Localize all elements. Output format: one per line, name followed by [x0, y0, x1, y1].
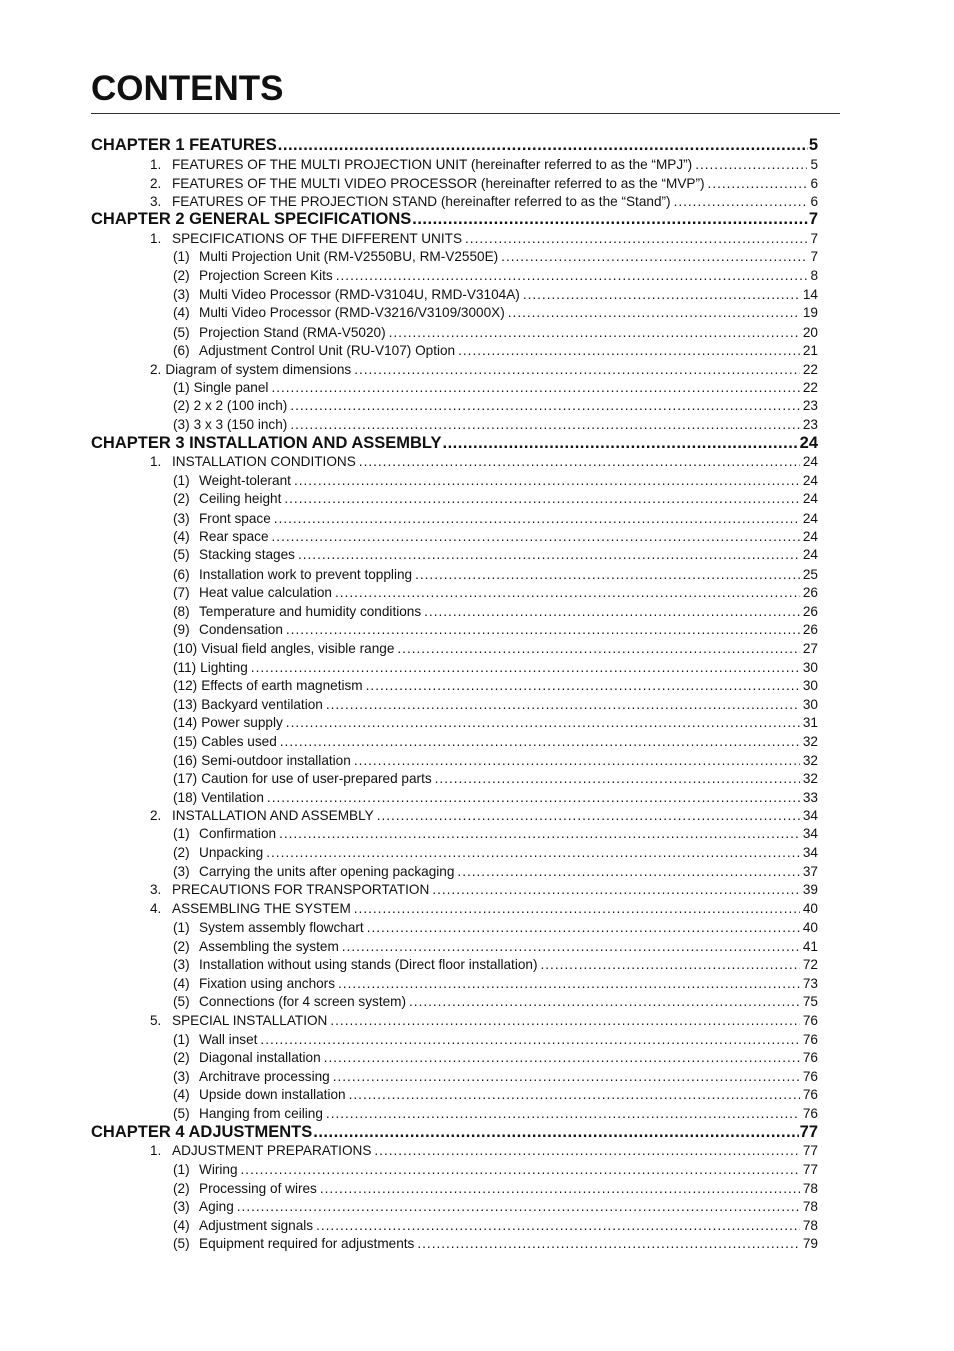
- toc-subsection[interactable]: [173, 734, 818, 752]
- toc-page-number: 7: [810, 249, 818, 264]
- toc-entry-label: System assembly flowchart: [199, 920, 364, 935]
- toc-entry-label: Single panel: [193, 380, 269, 395]
- dot-leader: [443, 434, 799, 453]
- dot-leader: [708, 176, 808, 191]
- toc-subsection[interactable]: [173, 287, 818, 305]
- toc-page-number: 72: [802, 957, 818, 972]
- toc-entry-number: (2): [173, 845, 190, 860]
- toc-subsection[interactable]: [173, 1087, 818, 1105]
- toc-entry-label: Adjustment signals: [199, 1218, 314, 1233]
- toc-entry-number: (3): [173, 287, 190, 302]
- dot-leader: [457, 864, 799, 879]
- dot-leader: [523, 287, 800, 302]
- toc-subsection[interactable]: [173, 660, 818, 678]
- toc-entry-label: Diagram of system dimensions: [165, 362, 352, 377]
- toc-subsection[interactable]: [173, 826, 818, 844]
- toc-entry-label: Condensation: [199, 622, 283, 637]
- toc-entry-label: Semi-outdoor installation: [201, 753, 351, 768]
- toc-page-number: 77: [802, 1143, 818, 1158]
- toc-entry-number: (5): [173, 547, 190, 562]
- toc-page-number: 25: [802, 567, 818, 582]
- toc-subsection[interactable]: [173, 268, 818, 286]
- toc-chapter[interactable]: [91, 210, 818, 230]
- toc-page-number: 33: [802, 790, 818, 805]
- toc-page-number: 7: [810, 231, 818, 246]
- dot-leader: [389, 325, 800, 340]
- toc-page-number: 7: [808, 210, 818, 228]
- toc-entry-number: (18): [173, 790, 198, 805]
- toc-section[interactable]: [150, 882, 818, 900]
- toc-entry-label: Temperature and humidity conditions: [199, 604, 422, 619]
- toc-subsection[interactable]: [173, 1050, 818, 1068]
- toc-page-number: 76: [802, 1032, 818, 1047]
- toc-page-number: 41: [802, 939, 818, 954]
- toc-entry-number: (2): [173, 939, 190, 954]
- toc-subsection[interactable]: [173, 976, 818, 994]
- toc-page-number: 73: [802, 976, 818, 991]
- toc-page-number: 5: [810, 157, 818, 172]
- toc-subsection[interactable]: [173, 1181, 818, 1199]
- toc-subsection[interactable]: [173, 585, 818, 603]
- dot-leader: [338, 976, 800, 991]
- dot-leader: [241, 1162, 800, 1177]
- toc-entry-number: 1.: [150, 157, 162, 172]
- dot-leader: [272, 529, 800, 544]
- dot-leader: [260, 1032, 799, 1047]
- toc-entry-number: (5): [173, 325, 190, 340]
- toc-entry-label: Ventilation: [201, 790, 264, 805]
- toc-subsection[interactable]: [173, 491, 818, 509]
- dot-leader: [316, 1218, 800, 1233]
- toc-page-number: 22: [802, 380, 818, 395]
- toc-page-number: 40: [802, 920, 818, 935]
- toc-subsection[interactable]: [173, 567, 818, 585]
- toc-entry-number: (6): [173, 567, 190, 582]
- toc-subsection[interactable]: [173, 1106, 818, 1124]
- toc-page-number: 30: [802, 678, 818, 693]
- toc-entry-label: Connections (for 4 screen system): [199, 994, 407, 1009]
- toc-page-number: 78: [802, 1181, 818, 1196]
- toc-entry-number: (1): [173, 1162, 190, 1177]
- dot-leader: [541, 957, 800, 972]
- toc-subsection[interactable]: [173, 604, 818, 622]
- toc-page-number: 37: [802, 864, 818, 879]
- toc-section[interactable]: [150, 454, 818, 472]
- title-divider: [91, 113, 840, 114]
- toc-page-number: 19: [802, 305, 818, 320]
- toc-subsection[interactable]: [173, 511, 818, 529]
- toc-page-number: 77: [799, 1123, 818, 1141]
- toc-entry-number: (3): [173, 1069, 190, 1084]
- toc-subsection[interactable]: [173, 343, 818, 361]
- toc-chapter[interactable]: [91, 136, 818, 156]
- toc-entry-label: ASSEMBLING THE SYSTEM: [172, 901, 351, 916]
- toc-page-number: 6: [810, 176, 818, 191]
- toc-entry-label: Installation work to prevent toppling: [199, 567, 413, 582]
- toc-page-number: 75: [802, 994, 818, 1009]
- toc-entry-label: Assembling the system: [199, 939, 339, 954]
- dot-leader: [251, 660, 800, 675]
- toc-entry-number: (1): [173, 249, 190, 264]
- toc-chapter[interactable]: [91, 434, 818, 454]
- toc-subsection[interactable]: [173, 641, 818, 659]
- dot-leader: [335, 585, 800, 600]
- toc-entry-label: Effects of earth magnetism: [201, 678, 363, 693]
- toc-subsection[interactable]: [173, 325, 818, 343]
- toc-entry-label: Hanging from ceiling: [199, 1106, 323, 1121]
- dot-leader: [271, 380, 799, 395]
- toc-entry-label: Stacking stages: [199, 547, 295, 562]
- dot-leader: [674, 194, 808, 209]
- toc-subsection[interactable]: [173, 1069, 818, 1087]
- toc-page-number: 34: [802, 845, 818, 860]
- toc-entry-label: Projection Stand (RMA-V5020): [199, 325, 386, 340]
- toc-subsection[interactable]: [173, 845, 818, 863]
- dot-leader: [377, 808, 800, 823]
- toc-subsection[interactable]: [173, 957, 818, 975]
- toc-entry-label: Multi Projection Unit (RM-V2550BU, RM-V2550E): [199, 249, 499, 264]
- toc-entry-label: Backyard ventilation: [201, 697, 323, 712]
- toc-entry-label: FEATURES OF THE PROJECTION STAND (hereinafter referred to as the “Stand”): [172, 194, 671, 209]
- dot-leader: [501, 249, 807, 264]
- toc-subsection[interactable]: [173, 1032, 818, 1050]
- toc-entry-number: (2): [173, 491, 190, 506]
- toc-subsection[interactable]: [173, 1236, 818, 1254]
- toc-entry-number: (1): [173, 380, 190, 395]
- toc-page-number: 24: [802, 491, 818, 506]
- toc-entry-number: (12): [173, 678, 198, 693]
- toc-entry-label: INSTALLATION CONDITIONS: [172, 454, 356, 469]
- toc-entry-label: CHAPTER 4 ADJUSTMENTS: [91, 1123, 313, 1141]
- toc-entry-number: (3): [173, 957, 190, 972]
- toc-entry-number: (13): [173, 697, 198, 712]
- toc-subsection[interactable]: [173, 864, 818, 882]
- toc-entry-label: Visual field angles, visible range: [201, 641, 395, 656]
- toc-entry-number: (7): [173, 585, 190, 600]
- toc-subsection[interactable]: [173, 622, 818, 640]
- toc-page-number: 24: [802, 454, 818, 469]
- toc-page-number: 23: [802, 398, 818, 413]
- toc-section[interactable]: [150, 1143, 818, 1161]
- dot-leader: [465, 231, 807, 246]
- toc-entry-label: Front space: [199, 511, 271, 526]
- toc-entry-label: Confirmation: [199, 826, 277, 841]
- toc-subsection[interactable]: [173, 790, 818, 808]
- toc-page-number: 76: [802, 1087, 818, 1102]
- dot-leader: [279, 826, 800, 841]
- dot-leader: [409, 994, 800, 1009]
- toc-entry-label: Architrave processing: [199, 1069, 330, 1084]
- toc-entry-label: FEATURES OF THE MULTI VIDEO PROCESSOR (hereinafter referred to as the “MVP”): [172, 176, 705, 191]
- toc-chapter[interactable]: [91, 1123, 818, 1143]
- toc-subsection[interactable]: [173, 473, 818, 491]
- toc-page-number: 30: [802, 660, 818, 675]
- toc-entry-number: (4): [173, 1218, 190, 1233]
- toc-page-number: 77: [802, 1162, 818, 1177]
- toc-section[interactable]: [173, 398, 818, 416]
- toc-entry-label: Multi Video Processor (RMD-V3104U, RMD-V3104A): [199, 287, 520, 302]
- toc-entry-label: Aging: [199, 1199, 234, 1214]
- dot-leader: [298, 547, 800, 562]
- toc-section[interactable]: [173, 417, 818, 435]
- dot-leader: [326, 1106, 800, 1121]
- toc-entry-number: (2): [173, 1181, 190, 1196]
- dot-leader: [294, 473, 800, 488]
- toc-entry-label: Heat value calculation: [199, 585, 332, 600]
- toc-page-number: 5: [808, 136, 818, 154]
- toc-entry-label: 3 x 3 (150 inch): [193, 417, 288, 432]
- toc-entry-number: (3): [173, 864, 190, 879]
- dot-leader: [333, 1069, 800, 1084]
- toc-page-number: 26: [802, 604, 818, 619]
- toc-entry-number: (4): [173, 1087, 190, 1102]
- toc-entry-label: FEATURES OF THE MULTI PROJECTION UNIT (hereinafter referred to as the “MPJ”): [172, 157, 693, 172]
- toc-entry-label: Projection Screen Kits: [199, 268, 333, 283]
- toc-subsection[interactable]: [173, 715, 818, 733]
- dot-leader: [374, 1143, 799, 1158]
- toc-entry-label: PRECAUTIONS FOR TRANSPORTATION: [172, 882, 430, 897]
- dot-leader: [324, 1050, 800, 1065]
- toc-entry-label: Lighting: [200, 660, 248, 675]
- toc-subsection[interactable]: [173, 753, 818, 771]
- toc-page-number: 24: [802, 529, 818, 544]
- toc-page-number: 8: [810, 268, 818, 283]
- toc-page-number: 39: [802, 882, 818, 897]
- toc-subsection[interactable]: [173, 529, 818, 547]
- dot-leader: [397, 641, 799, 656]
- dot-leader: [354, 362, 800, 377]
- toc-entry-label: Equipment required for adjustments: [199, 1236, 415, 1251]
- toc-entry-label: SPECIFICATIONS OF THE DIFFERENT UNITS: [172, 231, 463, 246]
- toc-entry-label: SPECIAL INSTALLATION: [172, 1013, 328, 1028]
- toc-entry-label: Diagonal installation: [199, 1050, 321, 1065]
- toc-entry-number: 2.: [150, 176, 162, 191]
- toc-entry-label: INSTALLATION AND ASSEMBLY: [172, 808, 374, 823]
- toc-entry-number: (3): [173, 1199, 190, 1214]
- toc-page-number: 23: [802, 417, 818, 432]
- toc-entry-number: 2.: [150, 362, 162, 377]
- dot-leader: [280, 734, 800, 749]
- toc-entry-label: Carrying the units after opening packaging: [199, 864, 455, 879]
- toc-page-number: 24: [802, 511, 818, 526]
- toc-subsection[interactable]: [173, 249, 818, 267]
- toc-subsection[interactable]: [173, 771, 818, 789]
- toc-entry-number: (4): [173, 529, 190, 544]
- dot-leader: [366, 678, 800, 693]
- toc-entry-label: Weight-tolerant: [199, 473, 291, 488]
- toc-entry-label: Installation without using stands (Direct floor installation): [199, 957, 538, 972]
- dot-leader: [508, 305, 800, 320]
- toc-page-number: 26: [802, 585, 818, 600]
- toc-entry-label: Unpacking: [199, 845, 264, 860]
- toc-entry-number: (9): [173, 622, 190, 637]
- toc-section[interactable]: [150, 157, 818, 175]
- toc-entry-number: (10): [173, 641, 198, 656]
- toc-section[interactable]: [150, 808, 818, 826]
- toc-entry-number: 3.: [150, 194, 162, 209]
- toc-entry-label: Rear space: [199, 529, 269, 544]
- toc-entry-number: 1.: [150, 1143, 162, 1158]
- toc-entry-label: Adjustment Control Unit (RU-V107) Option: [199, 343, 456, 358]
- dot-leader: [266, 845, 800, 860]
- toc-page-number: 31: [802, 715, 818, 730]
- dot-leader: [354, 753, 800, 768]
- toc-entry-number: (1): [173, 473, 190, 488]
- dot-leader: [415, 567, 800, 582]
- toc-entry-number: 5.: [150, 1013, 162, 1028]
- dot-leader: [290, 417, 800, 432]
- toc-entry-number: (3): [173, 511, 190, 526]
- toc-page-number: 26: [802, 622, 818, 637]
- dot-leader: [326, 697, 800, 712]
- toc-entry-number: (2): [173, 1050, 190, 1065]
- toc-entry-number: (15): [173, 734, 198, 749]
- toc-entry-number: 4.: [150, 901, 162, 916]
- toc-page-number: 24: [802, 547, 818, 562]
- toc-entry-number: (2): [173, 268, 190, 283]
- toc-entry-label: Fixation using anchors: [199, 976, 336, 991]
- dot-leader: [330, 1013, 800, 1028]
- dot-leader: [237, 1199, 800, 1214]
- toc-entry-number: 3.: [150, 882, 162, 897]
- toc-entry-label: Multi Video Processor (RMD-V3216/V3109/3000X): [199, 305, 505, 320]
- dot-leader: [336, 268, 808, 283]
- toc-entry-label: Caution for use of user-prepared parts: [201, 771, 432, 786]
- toc-entry-number: (5): [173, 1106, 190, 1121]
- toc-page-number: 32: [802, 734, 818, 749]
- toc-entry-number: (1): [173, 1032, 190, 1047]
- toc-entry-number: (3): [173, 417, 190, 432]
- toc-subsection[interactable]: [173, 920, 818, 938]
- toc-section[interactable]: [150, 362, 818, 380]
- toc-page-number: 78: [802, 1199, 818, 1214]
- toc-entry-label: Processing of wires: [199, 1181, 317, 1196]
- toc-page-number: 76: [802, 1013, 818, 1028]
- toc-page-number: 34: [802, 826, 818, 841]
- toc-entry-number: (4): [173, 976, 190, 991]
- toc-page-number: 78: [802, 1218, 818, 1233]
- toc-entry-number: 1.: [150, 231, 162, 246]
- toc-page-number: 24: [802, 473, 818, 488]
- dot-leader: [278, 136, 808, 155]
- toc-page-number: 40: [802, 901, 818, 916]
- toc-subsection[interactable]: [173, 994, 818, 1012]
- toc-section[interactable]: [150, 1013, 818, 1031]
- toc-entry-number: (17): [173, 771, 198, 786]
- toc-subsection[interactable]: [173, 697, 818, 715]
- toc-entry-number: (4): [173, 305, 190, 320]
- toc-page-number: 24: [799, 434, 818, 452]
- toc-entry-number: (6): [173, 343, 190, 358]
- toc-entry-label: CHAPTER 2 GENERAL SPECIFICATIONS: [91, 210, 412, 228]
- toc-page-number: 79: [802, 1236, 818, 1251]
- toc-page-number: 20: [802, 325, 818, 340]
- toc-subsection[interactable]: [173, 1218, 818, 1236]
- toc-entry-number: (5): [173, 1236, 190, 1251]
- page-title: CONTENTS: [91, 69, 284, 108]
- toc-subsection[interactable]: [173, 1199, 818, 1217]
- dot-leader: [290, 398, 800, 413]
- dot-leader: [435, 771, 800, 786]
- dot-leader: [354, 901, 800, 916]
- dot-leader: [342, 939, 800, 954]
- toc-entry-number: (8): [173, 604, 190, 619]
- toc-page-number: 34: [802, 808, 818, 823]
- toc-section[interactable]: [173, 380, 818, 398]
- toc-entry-number: (14): [173, 715, 198, 730]
- toc-page-number: 6: [810, 194, 818, 209]
- toc-entry-number: (2): [173, 398, 190, 413]
- toc-section[interactable]: [150, 901, 818, 919]
- toc-subsection[interactable]: [173, 678, 818, 696]
- dot-leader: [284, 491, 800, 506]
- toc-page-number: 76: [802, 1106, 818, 1121]
- dot-leader: [432, 882, 800, 897]
- dot-leader: [424, 604, 800, 619]
- dot-leader: [320, 1181, 800, 1196]
- dot-leader: [695, 157, 807, 172]
- toc-entry-label: Upside down installation: [199, 1087, 346, 1102]
- dot-leader: [417, 1236, 800, 1251]
- toc-subsection[interactable]: [173, 939, 818, 957]
- toc-page-number: 32: [802, 753, 818, 768]
- toc-subsection[interactable]: [173, 547, 818, 565]
- dot-leader: [367, 920, 800, 935]
- toc-page-number: 21: [802, 343, 818, 358]
- toc-page-number: 27: [802, 641, 818, 656]
- toc-page-number: 32: [802, 771, 818, 786]
- toc-page-number: 22: [802, 362, 818, 377]
- dot-leader: [286, 622, 800, 637]
- toc-entry-number: 1.: [150, 454, 162, 469]
- toc-entry-label: ADJUSTMENT PREPARATIONS: [172, 1143, 372, 1158]
- toc-page-number: 76: [802, 1069, 818, 1084]
- toc-entry-label: CHAPTER 3 INSTALLATION AND ASSEMBLY: [91, 434, 442, 452]
- toc-page-number: 30: [802, 697, 818, 712]
- dot-leader: [359, 454, 800, 469]
- toc-entry-number: (16): [173, 753, 198, 768]
- toc-entry-number: 2.: [150, 808, 162, 823]
- toc-entry-label: Wall inset: [199, 1032, 258, 1047]
- toc-page-number: 14: [802, 287, 818, 302]
- toc-entry-label: Wiring: [199, 1162, 238, 1177]
- toc-entry-number: (11): [173, 660, 197, 675]
- dot-leader: [349, 1087, 800, 1102]
- dot-leader: [458, 343, 800, 358]
- toc-entry-number: (1): [173, 826, 190, 841]
- dot-leader: [313, 1123, 798, 1142]
- dot-leader: [274, 511, 800, 526]
- toc-subsection[interactable]: [173, 1162, 818, 1180]
- toc-entry-label: Ceiling height: [199, 491, 282, 506]
- toc-entry-number: (1): [173, 920, 190, 935]
- toc-entry-number: (5): [173, 994, 190, 1009]
- dot-leader: [286, 715, 800, 730]
- toc-section[interactable]: [150, 176, 818, 194]
- toc-entry-label: Power supply: [201, 715, 283, 730]
- dot-leader: [412, 210, 808, 229]
- toc-entry-label: Cables used: [201, 734, 277, 749]
- toc-subsection[interactable]: [173, 305, 818, 323]
- dot-leader: [267, 790, 800, 805]
- toc-page-number: 76: [802, 1050, 818, 1065]
- toc-section[interactable]: [150, 231, 818, 249]
- toc-entry-label: 2 x 2 (100 inch): [193, 398, 288, 413]
- toc-entry-label: CHAPTER 1 FEATURES: [91, 136, 277, 154]
